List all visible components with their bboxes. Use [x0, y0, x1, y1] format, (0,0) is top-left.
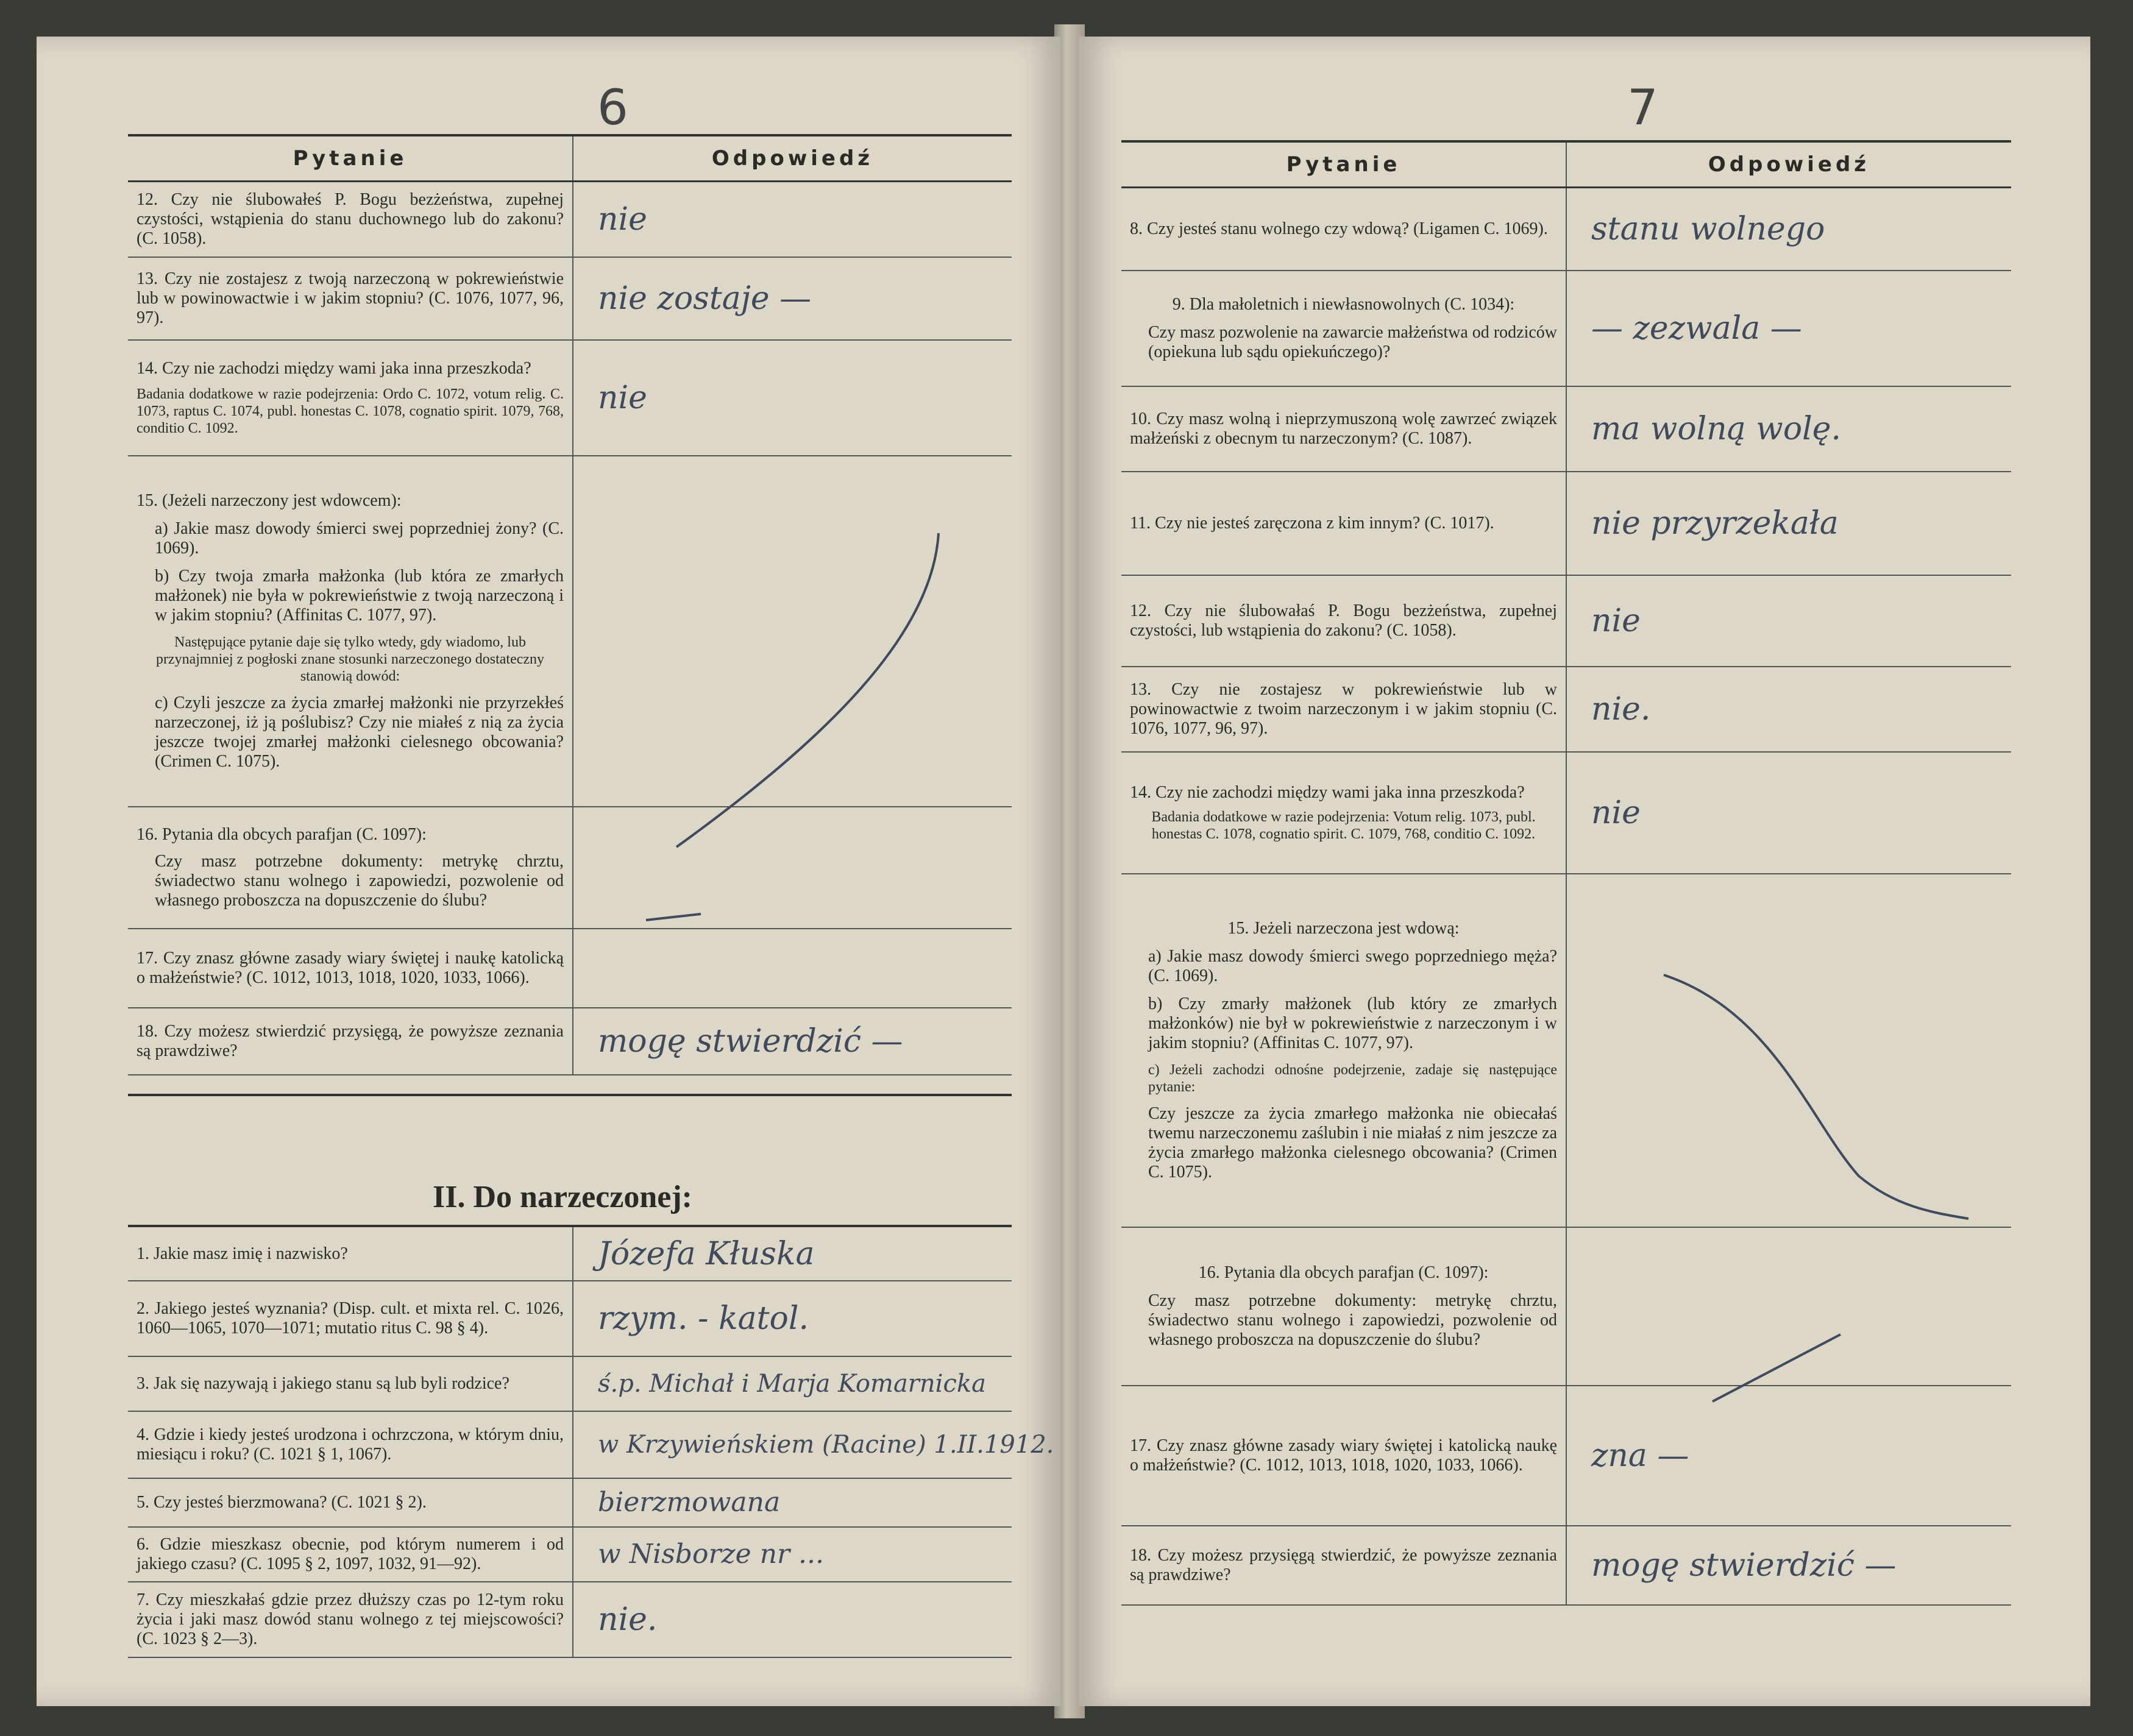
- left-page: [37, 37, 1060, 1706]
- question-cell: 6. Gdzie mieszkasz obecnie, pod którym numerem i od jakiego czasu? (C. 1095 § 2, 1097, 1032, 91—92).: [128, 1527, 573, 1582]
- answer-cell: — zezwala —: [1566, 271, 2011, 386]
- answer-cell: stanu wolnego: [1566, 188, 2011, 271]
- question-cell: 8. Czy jesteś stanu wolnego czy wdową? (Ligamen C. 1069).: [1121, 188, 1566, 271]
- question-note: Badania dodatkowe w razie podejrzenia: Votum relig. 1073, publ. honestas C. 1078, cognatio spirit. C. 1079, 768, conditio C. 1092.: [1151, 809, 1536, 842]
- sub-question: Czy jeszcze za życia zmarłego małżonka nie obiecałaś twemu narzeczonemu zaślubin i nie miałaś z nim jeszcze za życia zmarłego małżonka cielesnego obcowania? (Crimen C. 1075).: [1148, 1104, 1557, 1182]
- question-cell: 11. Czy nie jesteś zaręczona z kim innym? (C. 1017).: [1121, 472, 1566, 575]
- answer-cell: rzym. - katol.: [573, 1281, 1012, 1356]
- answer-cell: nie: [573, 182, 1012, 257]
- answer-cell: nie: [1566, 575, 2011, 667]
- sub-question: a) Jakie masz dowody śmierci swej poprzedniej żony? (C. 1069).: [155, 519, 564, 558]
- question-text: 16. Pytania dla obcych parafjan (C. 1097):: [1198, 1263, 1489, 1282]
- answer-cell: ma wolną wolę.: [1566, 386, 2011, 472]
- answer-cell: zna —: [1566, 1386, 2011, 1526]
- question-text: 14. Czy nie zachodzi między wami jaka inna przeszkoda?: [1130, 782, 1525, 802]
- question-cell: 12. Czy nie ślubowałeś P. Bogu bezżeństwa, zupełnej czystości, wstąpienia do stanu duchownego lub do zakonu? (C. 1058).: [128, 182, 573, 257]
- question-note: Badania dodatkowe w razie podejrzenia: Ordo C. 1072, votum relig. C. 1073, raptus C. 1074, publ. honestas C. 1078, cognatio spirit. 1079, 768, conditio C. 1092.: [137, 386, 564, 436]
- sub-question: b) Czy zmarły małżonek (lub który ze zmarłych małżonków) nie był w pokrewieństwie z narzeczonym i w jakim stopniu? (Affinitas C. 1077, 97).: [1148, 994, 1557, 1052]
- question-cell: 13. Czy nie zostajesz z twoją narzeczoną w pokrewieństwie lub w powinowactwie i w jakim stopniu? (C. 1076, 1077, 96, 97).: [128, 257, 573, 340]
- question-cell: 1. Jakie masz imię i nazwisko?: [128, 1226, 573, 1281]
- question-text: 14. Czy nie zachodzi między wami jaka inna przeszkoda?: [137, 358, 531, 378]
- question-cell: 18. Czy możesz stwierdzić przysięgą, że powyższe zeznania są prawdziwe?: [128, 1008, 573, 1075]
- column-header-answer: Odpowiedź: [1566, 141, 2011, 188]
- answer-cell: nie.: [1566, 667, 2011, 752]
- question-text: 15. (Jeżeli narzeczony jest wdowcem):: [137, 491, 402, 510]
- question-cell: 12. Czy nie ślubowałaś P. Bogu bezżeństwa, zupełnej czystości, lub wstąpienia do zakonu? (C. 1058).: [1121, 575, 1566, 667]
- sub-question: a) Jakie masz dowody śmierci swego poprzedniego męża? (C. 1069).: [1148, 946, 1557, 985]
- question-cell: 17. Czy znasz główne zasady wiary świętej i katolicką naukę o małżeństwie? (C. 1012, 1013, 1018, 1020, 1033, 1066).: [1121, 1386, 1566, 1526]
- question-note: Następujące pytanie daje się tylko wtedy, gdy wiadomo, lub przynajmniej z pogłoski znane stosunki narzeczonego dostateczny stanowią dowód:: [155, 634, 545, 684]
- answer-cell: w Krzywieńskiem (Racine) 1.II.1912.: [573, 1411, 1012, 1478]
- answer-cell: bierzmowana: [573, 1478, 1012, 1527]
- question-cell: 7. Czy mieszkałaś gdzie przez dłuższy czas po 12-tym roku życia i jaki masz dowód stanu wolnego z tej miejscowości? (C. 1023 § 2—3).: [128, 1582, 573, 1657]
- question-cell: 10. Czy masz wolną i nieprzymuszoną wolę zawrzeć związek małżeński z obecnym tu narzeczonym? (C. 1087).: [1121, 386, 1566, 472]
- column-header-question: Pytanie: [1121, 141, 1566, 188]
- sub-question: b) Czy twoja zmarła małżonka (lub która ze zmarłych małżonek) nie była w pokrewieństwie z twoją narzeczoną i w jakim stopniu? (Affinitas C. 1077, 97).: [155, 566, 564, 625]
- question-text: 9. Dla małoletnich i niewłasnowolnych (C. 1034):: [1172, 294, 1515, 314]
- answer-cell: nie zostaje —: [573, 257, 1012, 340]
- question-cell: 2. Jakiego jesteś wyznania? (Disp. cult. et mixta rel. C. 1026, 1060—1065, 1070—1071; mutatio ritus C. 98 § 4).: [128, 1281, 573, 1356]
- question-cell: 4. Gdzie i kiedy jesteś urodzona i ochrzczona, w którym dniu, miesiącu i roku? (C. 1021 § 1, 1067).: [128, 1411, 573, 1478]
- sub-question: Czy masz potrzebne dokumenty: metrykę chrztu, świadectwo stanu wolnego i zapowiedzi, pozwolenie od własnego proboszcza na dopuszczenie do ślubu?: [155, 851, 564, 910]
- answer-cell: nie przyrzekała: [1566, 472, 2011, 575]
- answer-cell: w Nisborze nr ...: [573, 1527, 1012, 1582]
- question-text: 15. Jeżeli narzeczona jest wdową:: [1227, 918, 1460, 938]
- answer-cell: nie: [1566, 752, 2011, 874]
- right-page: [1079, 37, 2090, 1706]
- answer-cell: mogę stwierdzić —: [1566, 1526, 2011, 1605]
- answer-cell: Józefa Kłuska: [573, 1226, 1012, 1281]
- question-cell: 3. Jak się nazywają i jakiego stanu są lub byli rodzice?: [128, 1356, 573, 1411]
- sub-question: c) Jeżeli zachodzi odnośne podejrzenie, zadaje się następujące pytanie:: [1148, 1061, 1557, 1095]
- question-cell: 18. Czy możesz przysięgą stwierdzić, że powyższe zeznania są prawdziwe?: [1121, 1526, 1566, 1605]
- question-cell: 13. Czy nie zostajesz w pokrewieństwie lub w powinowactwie z twoim narzeczonym i w jakim stopniu (C. 1076, 1077, 96, 97).: [1121, 667, 1566, 752]
- sub-question: Czy masz potrzebne dokumenty: metrykę chrztu, świadectwo stanu wolnego i zapowiedzi, pozwolenie od własnego proboszcza na dopuszczenie do ślubu?: [1148, 1291, 1557, 1349]
- strike-through-mark: [37, 37, 1060, 1706]
- strike-through-mark: [1079, 37, 2090, 1706]
- sub-question: c) Czyli jeszcze za życia zmarłej małżonki nie przyrzekłeś narzeczonej, iż ją poślubisz? Czy nie miałeś z nią za życia jeszcze twojej zmarłej małżonki cielesnego obcowania? (Crimen C. 1075).: [155, 693, 564, 771]
- page-number: 6: [597, 79, 628, 136]
- sub-question: Czy masz pozwolenie na zawarcie małżeństwa od rodziców (opiekuna lub sądu opiekuńczego)?: [1148, 322, 1557, 361]
- question-text: 16. Pytania dla obcych parafjan (C. 1097):: [137, 824, 427, 844]
- column-header-answer: Odpowiedź: [573, 135, 1012, 182]
- column-header-question: Pytanie: [128, 135, 573, 182]
- answer-cell: nie.: [573, 1582, 1012, 1657]
- question-cell: 5. Czy jesteś bierzmowana? (C. 1021 § 2).: [128, 1478, 573, 1527]
- section-title: II. Do narzeczonej:: [433, 1180, 692, 1214]
- question-cell: 17. Czy znasz główne zasady wiary świętej i naukę katolicką o małżeństwie? (C. 1012, 1013, 1018, 1020, 1033, 1066).: [128, 929, 573, 1008]
- answer-cell: nie: [573, 340, 1012, 456]
- answer-cell: ś.p. Michał i Marja Komarnicka: [573, 1356, 1012, 1411]
- answer-cell: mogę stwierdzić —: [573, 1008, 1012, 1075]
- page-number: 7: [1627, 79, 1658, 136]
